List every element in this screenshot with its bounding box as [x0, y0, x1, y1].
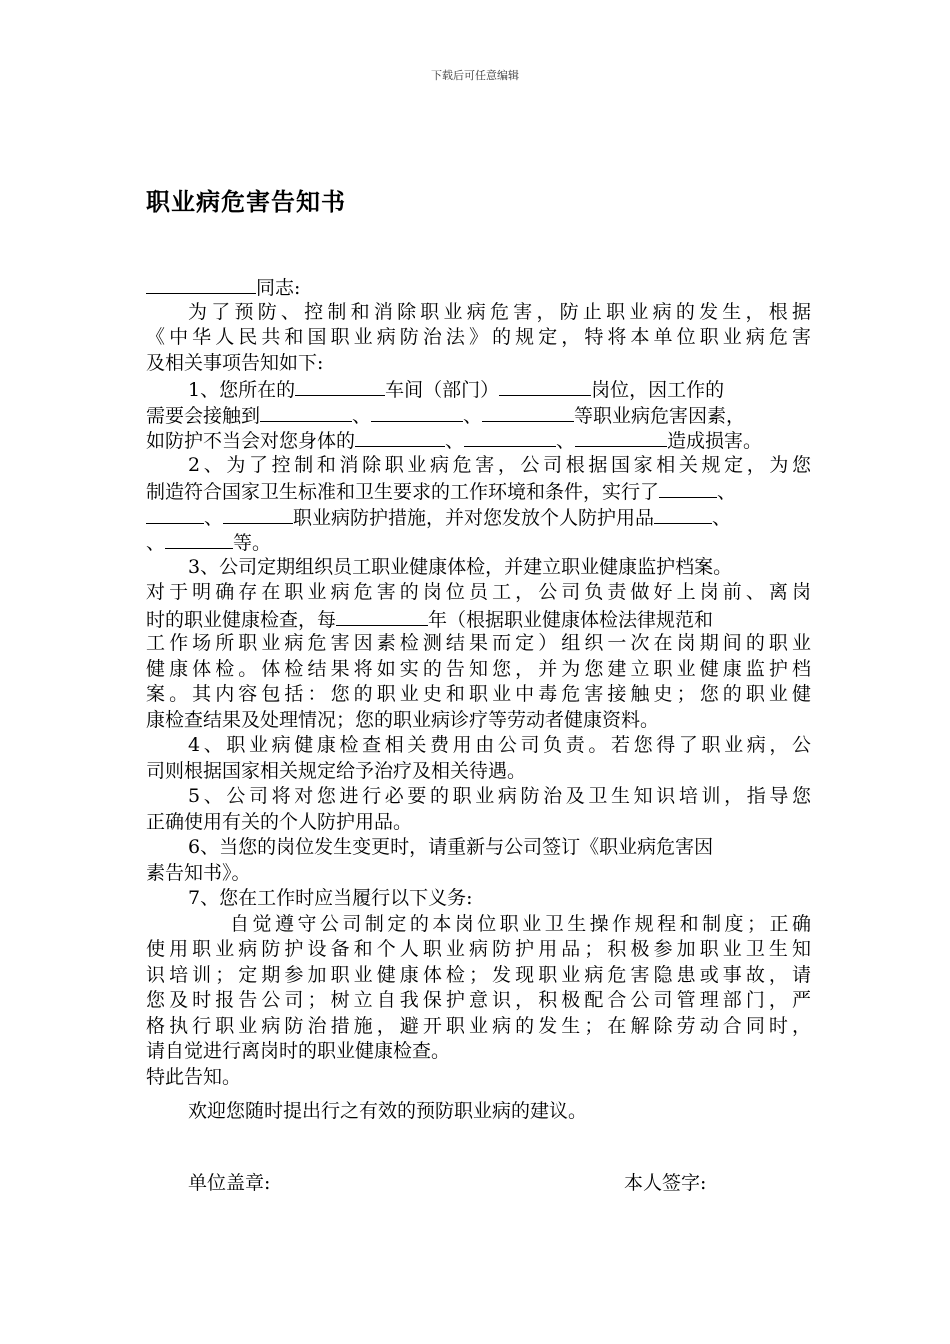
intro-line-2: 《中华人民共和国职业病防治法》的规定，特将本单位职业病危害 [146, 326, 811, 348]
damage-blank-1[interactable] [355, 427, 445, 447]
item7-line-6: 格执行职业病防治措施，避开职业病的发生；在解除劳动合同时， [146, 1014, 811, 1037]
workshop-blank[interactable] [295, 376, 385, 396]
item2-sep-2: 、 [204, 506, 224, 529]
position-blank[interactable] [499, 376, 591, 396]
item7-line-2: 自觉遵守公司制定的本岗位职业卫生操作规程和制度；正确 [230, 912, 811, 935]
measure-blank-3[interactable] [223, 504, 293, 524]
item1-line-2 [146, 402, 811, 428]
item7-line-5: 您及时报告公司；树立自我保护意识，积极配合公司管理部门，严 [146, 989, 811, 1011]
intro-line-3: 及相关事项告知如下: [146, 351, 324, 374]
item3-line-2: 对于明确存在职业病危害的岗位员工，公司负责做好上岗前、离岗 [146, 581, 811, 603]
item2-text-b: 制造符合国家卫生标准和卫生要求的工作环境和条件，实行了 [146, 481, 660, 503]
item1-text-c: 岗位，因工作的 [591, 379, 725, 401]
item4-line-1: 4、职业病健康检查相关费用由公司负责。若您得了职业病，公 [188, 734, 811, 756]
item1-sep-2: 、 [463, 404, 483, 427]
exam-interval-blank[interactable] [336, 606, 428, 626]
item3-line-1: 3、公司定期组织员工职业健康体检，并建立职业健康监护档案。 [188, 555, 733, 578]
damage-blank-2[interactable] [464, 427, 556, 447]
item2-line-4 [146, 529, 811, 555]
item1-text-d: 需要会接触到 [146, 404, 261, 427]
item2-line-2 [146, 478, 811, 504]
ppe-blank-2[interactable] [165, 529, 233, 549]
item6-line-2: 素告知书》。 [146, 861, 251, 884]
item3-line-7: 康检查结果及处理情况；您的职业病诊疗等劳动者健康资料。 [146, 708, 660, 731]
item1-text-a: 1、您所在的 [188, 379, 296, 401]
item6-line-1: 6、当您的岗位发生变更时，请重新与公司签订《职业病危害因 [188, 836, 714, 858]
item3-line-6: 案。其内容包括：您的职业史和职业中毒危害接触史；您的职业健 [146, 683, 811, 705]
item4-line-2: 司则根据国家相关规定给予治疗及相关待遇。 [146, 759, 527, 782]
item1-sep-3: 、 [445, 430, 465, 452]
item2-line-1: 2、为了控制和消除职业病危害，公司根据国家相关规定，为您 [188, 453, 811, 476]
document-title: 职业病危害告知书 [146, 187, 346, 216]
item3-text-b: 年（根据职业健康体检法律规范和 [428, 608, 714, 631]
item2-line-3 [146, 504, 811, 530]
item2-text-e: 职业病防护措施，并对您发放个人防护用品 [293, 506, 655, 529]
salutation: 同志: [256, 277, 301, 299]
item3-line-5: 健康体检。体检结果将如实的告知您，并为您建立职业健康监护档 [146, 657, 811, 680]
item7-line-1: 7、您在工作时应当履行以下义务: [188, 887, 473, 909]
item1-sep-1: 、 [352, 404, 372, 427]
closing-remark: 欢迎您随时提出行之有效的预防职业病的建议。 [188, 1100, 588, 1122]
damage-blank-3[interactable] [575, 427, 667, 447]
item1-line-3 [146, 427, 811, 453]
measure-blank-1[interactable] [659, 478, 717, 498]
item7-line-4: 识培训；定期参加职业健康体检；发现职业病危害隐患或事故，请 [146, 963, 811, 986]
item1-text-h: 如防护不当会对您身体的 [146, 430, 356, 452]
item5-line-2: 正确使用有关的个人防护用品。 [146, 810, 413, 833]
personal-signature-label: 本人签字: [624, 1172, 707, 1194]
item3-line-3 [146, 606, 811, 632]
item2-sep-4: 、 [146, 532, 166, 554]
item1-sep-4: 、 [556, 430, 576, 452]
item3-text-a: 时的职业健康检查，每 [146, 608, 337, 631]
item1-text-g: 等职业病危害因素， [574, 404, 746, 427]
name-blank[interactable] [146, 274, 256, 294]
item1-line-1 [146, 376, 811, 402]
item7-line-7: 请自觉进行离岗时的职业健康检查。 [146, 1040, 451, 1062]
hazard-blank-3[interactable] [482, 402, 574, 422]
item2-sep-3: 、 [712, 506, 732, 529]
salutation-line [146, 274, 811, 300]
measure-blank-2[interactable] [146, 504, 204, 524]
item2-text-h: 等。 [233, 532, 272, 554]
item7-line-3: 使用职业病防护设备和个人职业病防护用品；积极参加职业卫生知 [146, 938, 811, 960]
unit-seal-label: 单位盖章: [188, 1172, 271, 1194]
item2-sep-1: 、 [717, 481, 737, 503]
item1-text-k: 造成损害。 [667, 430, 763, 452]
item1-text-b: 车间（部门） [385, 379, 500, 401]
header-note: 下载后可任意编辑 [431, 69, 519, 82]
notice-end: 特此告知。 [146, 1065, 242, 1088]
ppe-blank-1[interactable] [654, 504, 712, 524]
intro-line-1: 为了预防、控制和消除职业病危害，防止职业病的发生，根据 [188, 300, 811, 323]
item3-line-4: 工作场所职业病危害因素检测结果而定）组织一次在岗期间的职业 [146, 632, 811, 654]
hazard-blank-1[interactable] [260, 402, 352, 422]
document-body [146, 274, 811, 1090]
item5-line-1: 5、公司将对您进行必要的职业病防治及卫生知识培训，指导您 [188, 785, 811, 807]
hazard-blank-2[interactable] [371, 402, 463, 422]
